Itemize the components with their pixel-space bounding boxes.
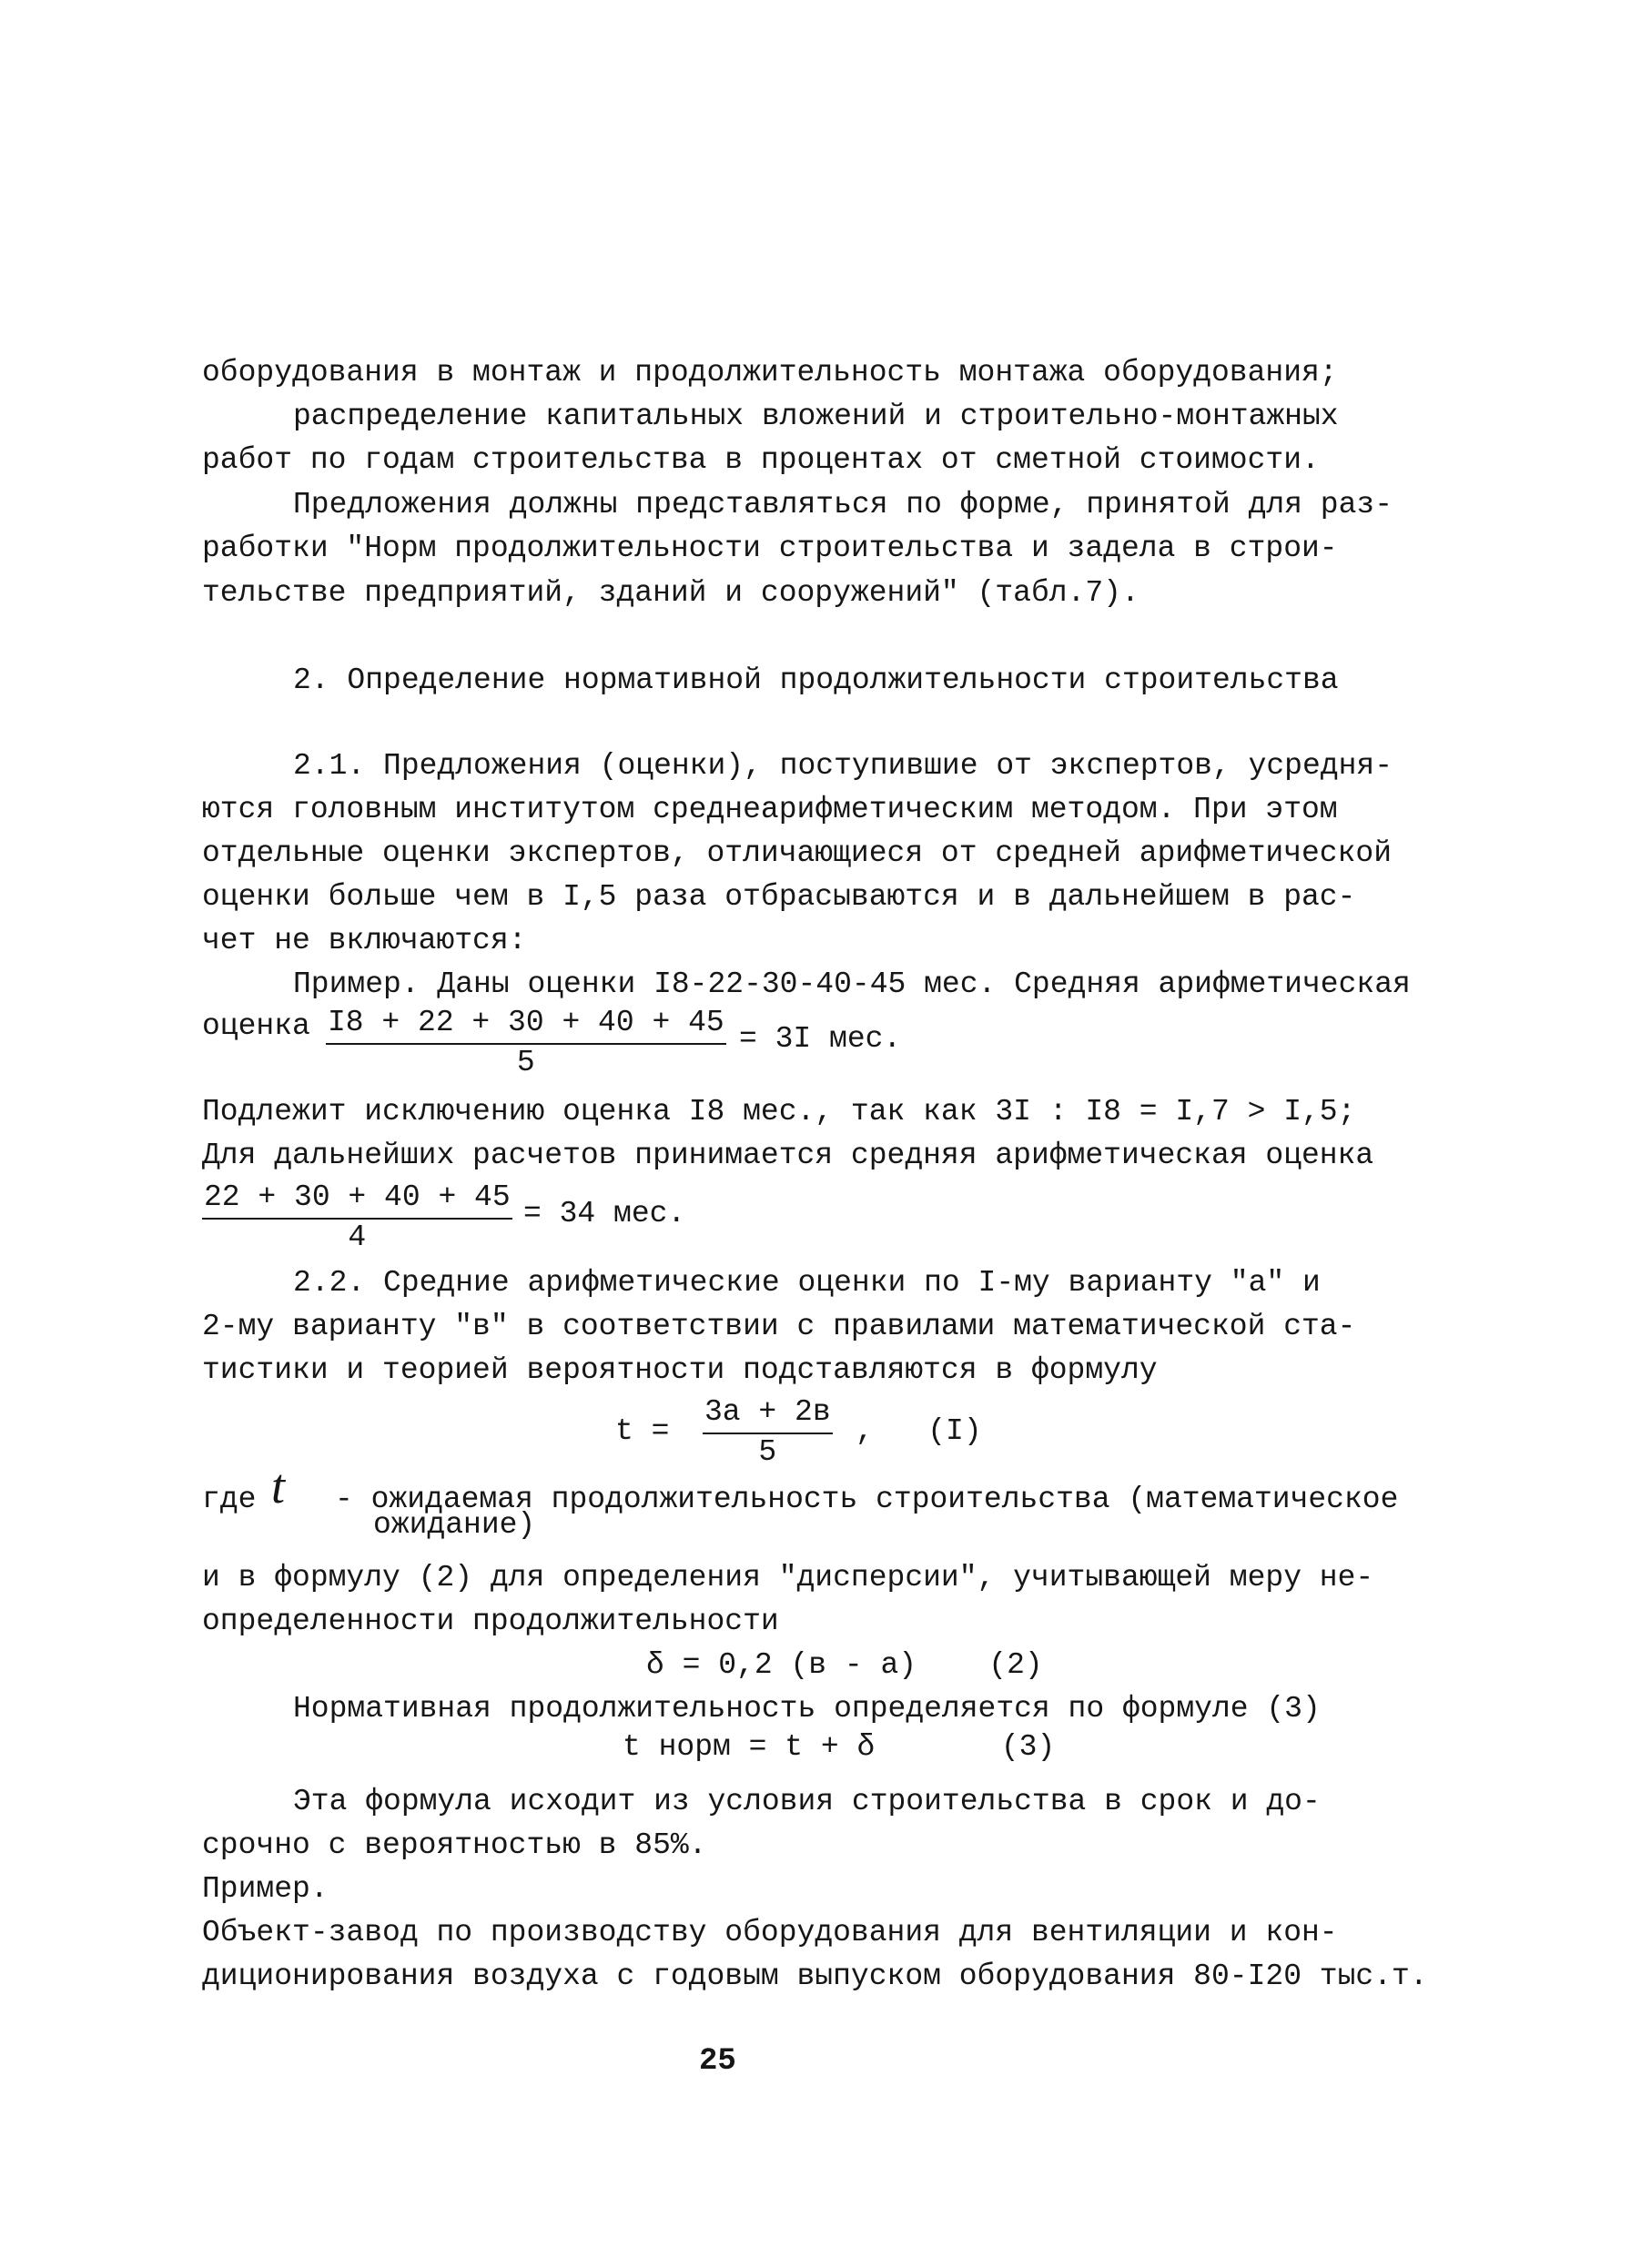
equation-1-tag: , (I) xyxy=(856,1414,982,1448)
fraction-denominator: 4 xyxy=(348,1220,367,1254)
text-line: Нормативная продолжительность определяется по формуле (3) xyxy=(293,1692,1321,1726)
text-line: Для дальнейших расчетов принимается средняя арифметическая оценка xyxy=(202,1139,1374,1172)
text-line: Пример. Даны оценки I8-22-30-40-45 мес. Средняя арифметическая xyxy=(293,967,1411,1001)
text-line: работ по годам строительства в процентах от сметной стоимости. xyxy=(202,443,1320,477)
equation-2: δ = 0,2 (в - а) (2) xyxy=(646,1648,1043,1682)
text-line: ожидание) xyxy=(373,1508,536,1542)
text-line: определенности продолжительности xyxy=(202,1605,779,1638)
text-line: срочно с вероятностью в 85%. xyxy=(202,1828,707,1862)
text-line: оборудования в монтаж и продолжительность монтажа оборудования; xyxy=(202,356,1338,390)
text-line: чет не включаются: xyxy=(202,924,527,957)
text-line: 2-му варианту "в" в соответствии с правилами математической ста- xyxy=(202,1310,1356,1343)
section-heading: 2. Определение нормативной продолжительности строительства xyxy=(293,663,1339,697)
text-line: распределение капитальных вложений и строительно-монтажных xyxy=(293,400,1339,433)
equation-3: t норм = t + δ (3) xyxy=(623,1730,1056,1764)
text-line: 2.1. Предложения (оценки), поступившие от экспертов, усредня- xyxy=(293,749,1393,783)
text-line: где xyxy=(202,1483,257,1516)
text-line: Подлежит исключению оценка I8 мес., так как 3I : I8 = I,7 > I,5; xyxy=(202,1095,1356,1129)
fraction-numerator: 3а + 2в xyxy=(703,1394,833,1434)
variable-t: t xyxy=(271,1459,286,1514)
text-line: Пример. xyxy=(202,1872,329,1906)
fraction-numerator: I8 + 22 + 30 + 40 + 45 xyxy=(326,1005,726,1045)
text-line: работки "Норм продолжительности строительства и задела в строи- xyxy=(202,532,1338,565)
text-line: 2.2. Средние арифметические оценки по I-му варианту "а" и xyxy=(293,1266,1321,1300)
text-line: и в формулу (2) для определения "дисперсии", учитывающей меру не- xyxy=(202,1561,1374,1595)
text-line: - ожидаемая продолжительность строительства (математическое xyxy=(335,1483,1399,1516)
text-line: Эта формула исходит из условия строительства в срок и до- xyxy=(293,1785,1321,1818)
fraction-numerator: 22 + 30 + 40 + 45 xyxy=(202,1180,512,1220)
page-number: 25 xyxy=(699,2044,736,2079)
equation-1-fraction xyxy=(703,1394,833,1471)
text-line: отдельные оценки экспертов, отличающиеся от средней арифметической xyxy=(202,836,1393,870)
fraction-denominator: 5 xyxy=(516,1046,535,1079)
fraction-formula-2 xyxy=(202,1180,512,1256)
text-line: Объект-завод по производству оборудования для вентиляции и кон- xyxy=(202,1916,1338,1949)
formula-result: = 34 мес. xyxy=(523,1197,686,1230)
equation-1-lhs: t = xyxy=(615,1414,670,1448)
fraction-formula-1 xyxy=(326,1005,726,1081)
text-line: Предложения должны представляться по форме, принятой для раз- xyxy=(293,488,1393,521)
formula-prefix: оценка xyxy=(202,1009,310,1043)
text-line: тистики и теорией вероятности подставляются в формулу xyxy=(202,1353,1158,1387)
text-line: ются головным институтом среднеарифметическим методом. При этом xyxy=(202,793,1338,826)
text-line: тельстве предприятий, зданий и сооружений" (табл.7). xyxy=(202,576,1139,610)
text-line: диционирования воздуха с годовым выпуском оборудования 80-I20 тыс.т. xyxy=(202,1959,1428,1993)
formula-result: = 3I мес. xyxy=(739,1022,902,1056)
text-line: оценки больше чем в I,5 раза отбрасываются и в дальнейшем в рас- xyxy=(202,880,1356,914)
fraction-denominator: 5 xyxy=(758,1435,777,1469)
